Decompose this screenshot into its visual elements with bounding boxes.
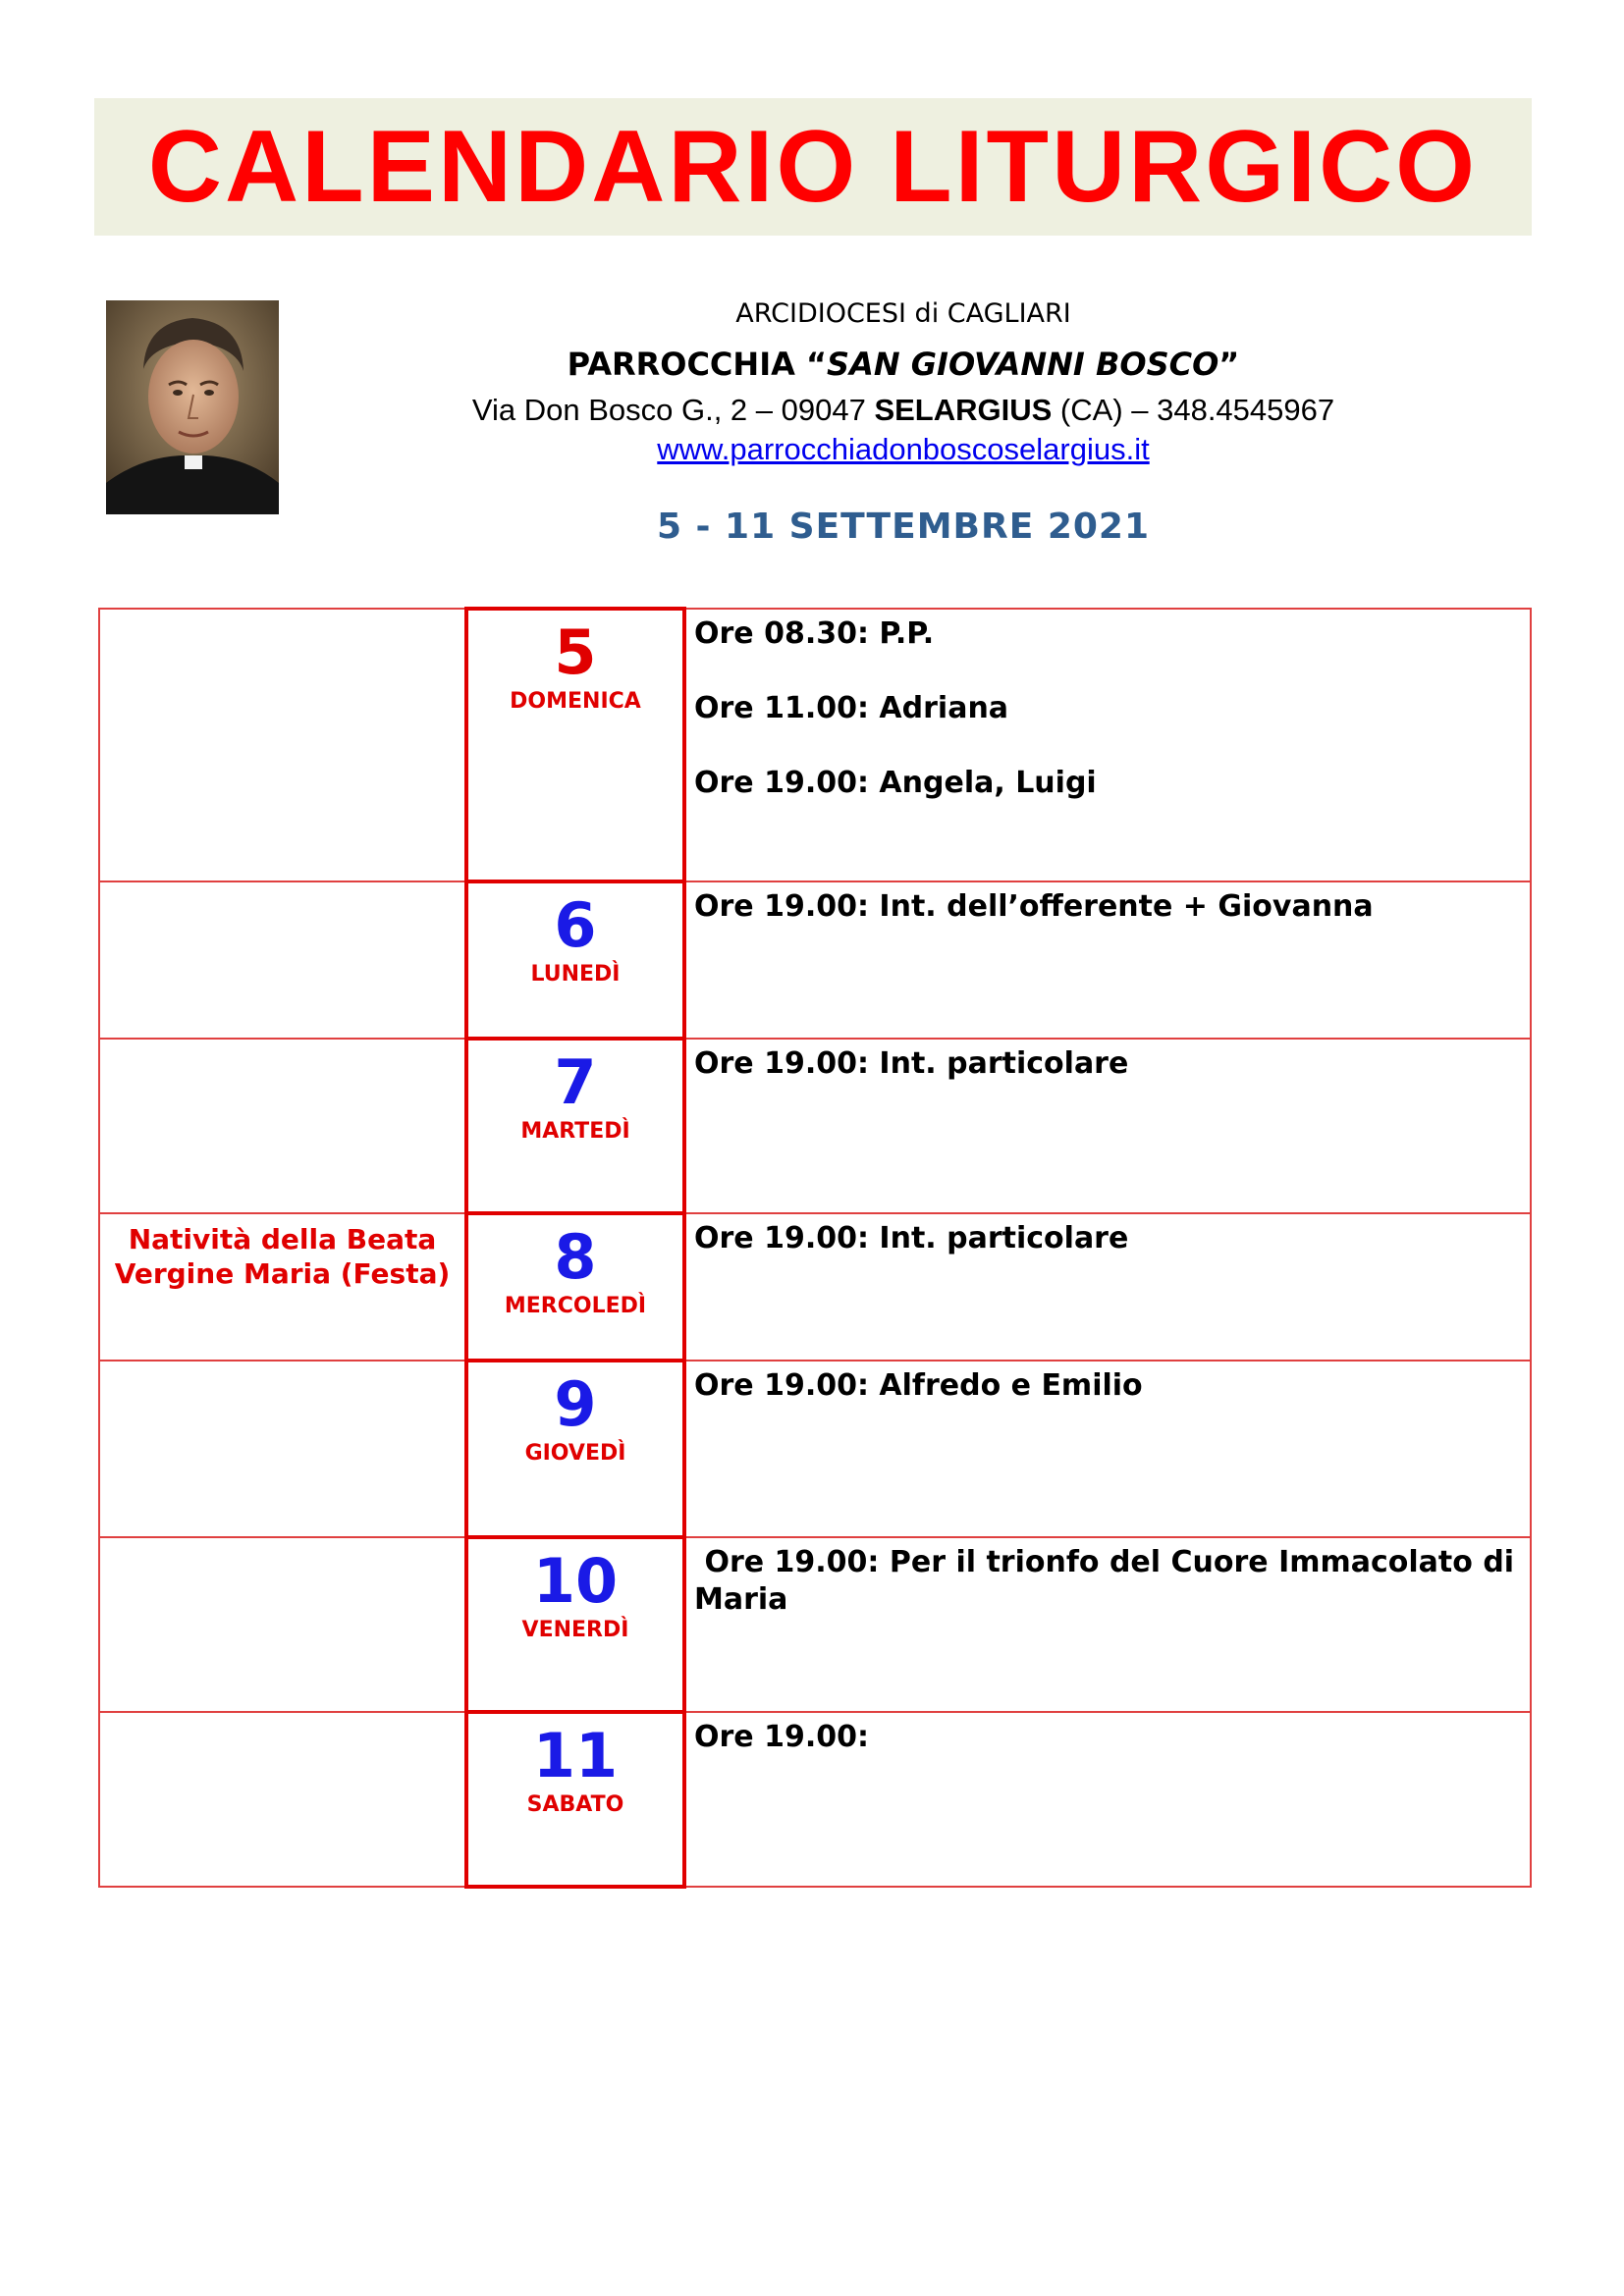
day-number: 7 [554,1046,597,1118]
table-row [99,1712,1531,1887]
date-range: 5 - 11 SETTEMBRE 2021 [656,507,1151,547]
masses-cell [684,1712,1531,1887]
day-name: MERCOLEDÌ [504,1294,647,1318]
title-band [94,98,1532,236]
mass-entry: Ore 19.00: Per il trionfo del Cuore Immacolato di Maria [694,1545,1525,1617]
day-cell [466,1361,684,1537]
day-name: VENERDÌ [521,1618,629,1642]
address-city: SELARGIUS [874,393,1053,427]
masses-cell [684,609,1531,881]
day-name: SABATO [526,1792,624,1817]
day-cell [466,609,684,881]
feast-cell: Natività della Beata Vergine Maria (Festa) [99,1213,466,1361]
day-name: LUNEDÌ [530,962,621,987]
day-number: 8 [554,1221,597,1293]
feast-cell [99,1361,466,1537]
address-line [373,393,1434,428]
table-row [99,1213,1531,1361]
parish-suffix: ” [1218,346,1240,383]
masses-cell [684,1039,1531,1213]
day-cell [466,881,684,1039]
portrait-image [106,300,279,514]
page-title: CALENDARIO LITURGICO [147,110,1479,224]
feast-cell [99,609,466,881]
masses-cell [684,881,1531,1039]
diocese-line: ARCIDIOCESI di CAGLIARI [735,298,1071,329]
masses-cell [684,1213,1531,1361]
day-number: 10 [532,1545,619,1617]
mass-entry: Ore 19.00: Angela, Luigi [694,766,1097,800]
masses-cell [684,1537,1531,1712]
website-line [373,432,1434,467]
website-link[interactable]: www.parrocchiadonboscoselargius.it [657,432,1150,466]
calendar-table [98,607,1532,1889]
feast-cell [99,1039,466,1213]
mass-entry: Ore 19.00: Int. dell’offerente + Giovanna [694,889,1374,924]
portrait-icon [106,300,279,514]
mass-entry: Ore 19.00: Int. particolare [694,1221,1129,1255]
mass-entry: Ore 19.00: [694,1720,869,1754]
day-number: 11 [532,1720,619,1791]
address-street: Via Don Bosco G., 2 – 09047 [471,393,875,427]
parish-name: SAN GIOVANNI BOSCO [827,346,1219,383]
day-name: DOMENICA [510,689,641,714]
table-row [99,1361,1531,1537]
day-cell [466,1213,684,1361]
table-row [99,1039,1531,1213]
parish-line [373,346,1434,383]
mass-entry: Ore 08.30: P.P. [694,616,935,651]
day-number: 6 [554,889,597,961]
masses-cell [684,1361,1531,1537]
mass-entry: Ore 11.00: Adriana [694,691,1009,725]
day-number: 9 [554,1368,597,1440]
table-row [99,1537,1531,1712]
mass-entry: Ore 19.00: Int. particolare [694,1046,1129,1081]
feast-cell [99,1537,466,1712]
day-cell [466,1537,684,1712]
address-phone: (CA) – 348.4545967 [1052,393,1335,427]
day-name: MARTEDÌ [520,1119,630,1144]
table-row [99,609,1531,881]
parish-prefix: PARROCCHIA “ [567,346,828,383]
day-cell [466,1039,684,1213]
day-number: 5 [554,616,597,688]
table-row [99,881,1531,1039]
feast-cell [99,881,466,1039]
day-name: GIOVEDÌ [524,1441,626,1466]
day-cell [466,1712,684,1887]
mass-entry: Ore 19.00: Alfredo e Emilio [694,1368,1143,1403]
feast-cell [99,1712,466,1887]
